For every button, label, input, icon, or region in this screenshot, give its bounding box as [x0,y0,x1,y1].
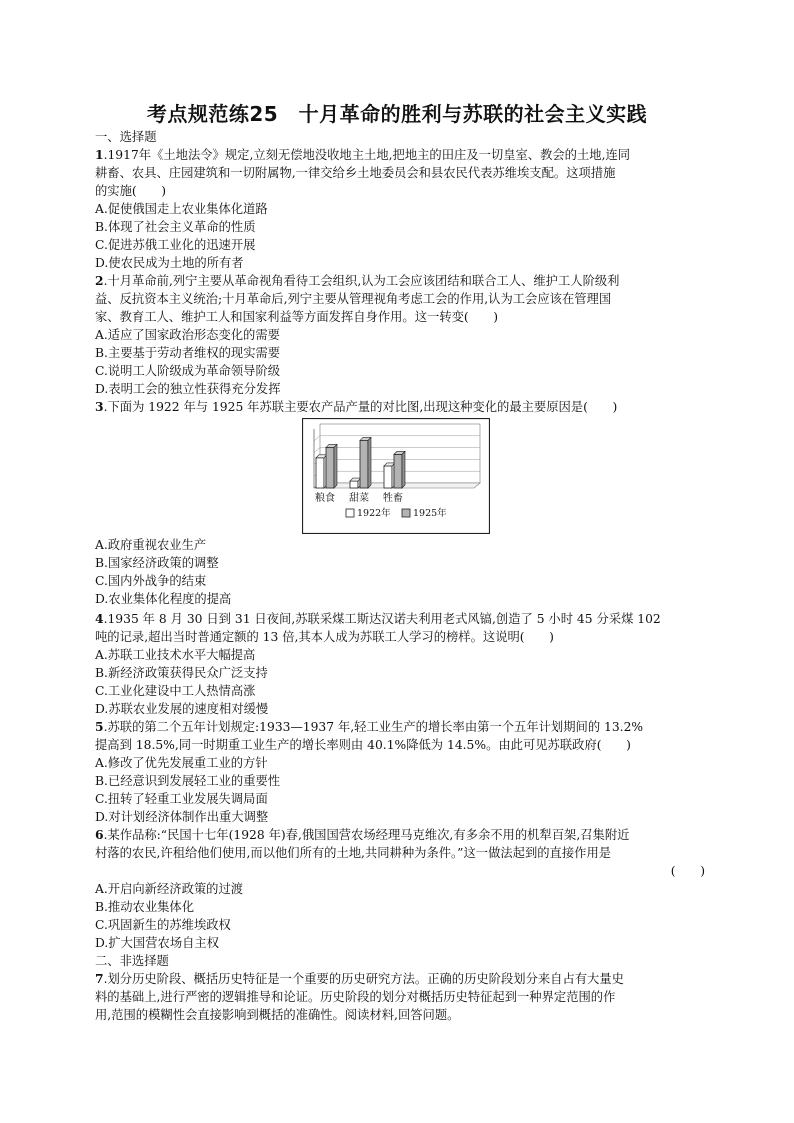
q1-number: 1 [95,147,104,162]
chart-legend-swatch [346,509,354,517]
q4-option-b: B.新经济政策获得民众广泛支持 [95,666,268,680]
q5-option-d: D.对计划经济体制作出重大调整 [95,810,269,824]
q4-option-d: D.苏联农业发展的速度相对缓慢 [95,702,269,716]
q5-text: .苏联的第二个五年计划规定:1933—1937 年,轻工业生产的增长率由第一个五年计划期间的 13.2% [103,720,644,734]
q6-text: .某作品称:“民国十七年(1928 年)春,俄国国营农场经理马克维次,有多余不用的机犁百架,召集附近 [103,828,630,842]
q4-option-c: C.工业化建设中工人热情高涨 [95,684,256,698]
q7-stem-line: 料的基础上,进行严密的逻辑推导和论证。历史阶段的划分对概括历史特征起到一种界定范围的作 [95,990,616,1004]
page-title: 考点规范练25 十月革命的胜利与苏联的社会主义实践 [146,102,648,126]
q1-option-d: D.使农民成为土地的所有者 [95,256,244,270]
chart-bar [316,458,324,488]
q1-option-b: B.体现了社会主义革命的性质 [95,220,256,234]
q2-text: .十月革命前,列宁主要从革命视角看待工会组织,认为工会应该团结和联合工人、维护工人阶级利 [103,274,620,288]
q1-text: .1917年《土地法令》规定,立刻无偿地没收地主土地,把地主的田庄及一切皇室、教会的土地,连同 [103,148,631,162]
q4-stem-line: 吨的记录,超出当时普通定额的 13 倍,其本人成为苏联工人学习的榜样。这说明( ) [95,630,554,644]
q2-option-b: B.主要基于劳动者维权的现实需要 [95,346,281,360]
q4-text: .1935 年 8 月 30 日到 31 日夜间,苏联采煤工斯达汉诺夫利用老式风镐,创造了 5 小时 45 分采煤 102 [103,612,661,626]
q6-answer-paren: ( ) [670,864,705,878]
chart-bar [326,447,334,488]
q3-option-c: C.国内外战争的结束 [95,574,207,588]
chart-category-label: 甜菜 [349,493,369,504]
q3-stem-line [95,398,705,416]
q6-option-b: B.推动农业集体化 [95,900,195,914]
q2-number: 2 [95,273,104,288]
q2-stem-line: 益、反抗资本主义统治;十月革命后,列宁主要从管理视角考虑工会的作用,认为工会应该在管理国 [95,292,612,306]
q3-chart [302,418,490,534]
chart-bar [350,481,358,488]
q4-option-a: A.苏联工业技术水平大幅提高 [95,648,256,662]
q5-option-c: C.扭转了轻重工业发展失调局面 [95,792,268,806]
q3-text: .下面为 1922 年与 1925 年苏联主要农产品产量的对比图,出现这种变化的最主要原因是( ) [103,400,618,414]
chart-legend-label: 1925年 [413,508,447,519]
q2-option-d: D.表明工会的独立性获得充分发挥 [95,382,281,396]
q2-stem-line [95,272,705,290]
q1-stem-line: 耕畜、农具、庄园建筑和一切附属物,一律交给乡土地委员会和县农民代表苏维埃支配。这项措施 [95,166,616,180]
chart-category-label: 粮食 [315,493,335,504]
chart-bar-side [402,451,405,488]
chart-bar [384,466,392,488]
section-heading-choice: 一、选择题 [95,130,157,144]
q6-stem-line [95,826,705,844]
q3-number: 3 [95,399,104,414]
q7-stem-line [95,970,705,988]
q6-option-c: C.巩固新生的苏维埃政权 [95,918,231,932]
q3-option-d: D.农业集体化程度的提高 [95,592,232,606]
q5-option-a: A.修改了优先发展重工业的方针 [95,756,268,770]
q4-number: 4 [95,611,104,626]
q1-stem-line: 的实施( ) [95,184,167,198]
q6-number: 6 [95,827,104,842]
q7-number: 7 [95,971,104,986]
q5-stem-line: 提高到 18.5%,同一时期重工业生产的增长率则由 40.1%降低为 14.5%。由此可见苏联政府( ) [95,738,631,752]
q7-stem-line: 用,范围的模糊性会直接影响到概括的准确性。阅读材料,回答问题。 [95,1008,460,1022]
q5-number: 5 [95,719,104,734]
section-heading-nonchoice: 二、非选择题 [95,954,169,968]
q6-stem-line: 村落的农民,许租给他们使用,而以他们所有的土地,共同耕种为条件。”这一做法起到的直接作用是 [95,846,612,860]
q7-text: .划分历史阶段、概括历史特征是一个重要的历史研究方法。正确的历史阶段划分来自占有大量史 [103,972,624,986]
q1-option-c: C.促进苏俄工业化的迅速开展 [95,238,256,252]
q2-stem-line: 家、教育工人、维护工人和国家利益等方面发挥自身作用。这一转变( ) [95,310,499,324]
q5-stem-line [95,718,705,736]
q1-stem-line [95,146,705,164]
q2-option-c: C.说明工人阶级成为革命领导阶级 [95,364,281,378]
q2-option-a: A.适应了国家政治形态变化的需要 [95,328,280,342]
chart-bar [394,454,402,488]
q6-option-a: A.开启向新经济政策的过渡 [95,882,244,896]
q5-option-b: B.已经意识到发展轻工业的重要性 [95,774,281,788]
chart-category-label: 牲畜 [383,493,403,504]
chart-legend-swatch [402,509,410,517]
q6-option-d: D.扩大国营农场自主权 [95,936,220,950]
q4-stem-line [95,610,705,628]
chart-bar-side [368,437,371,488]
q3-option-a: A.政府重视农业生产 [95,538,207,552]
q3-option-b: B.国家经济政策的调整 [95,556,219,570]
q1-option-a: A.促使俄国走上农业集体化道路 [95,202,268,216]
chart-bar-side [334,444,337,488]
chart-bar [360,440,368,488]
chart-legend-label: 1922年 [357,508,391,519]
